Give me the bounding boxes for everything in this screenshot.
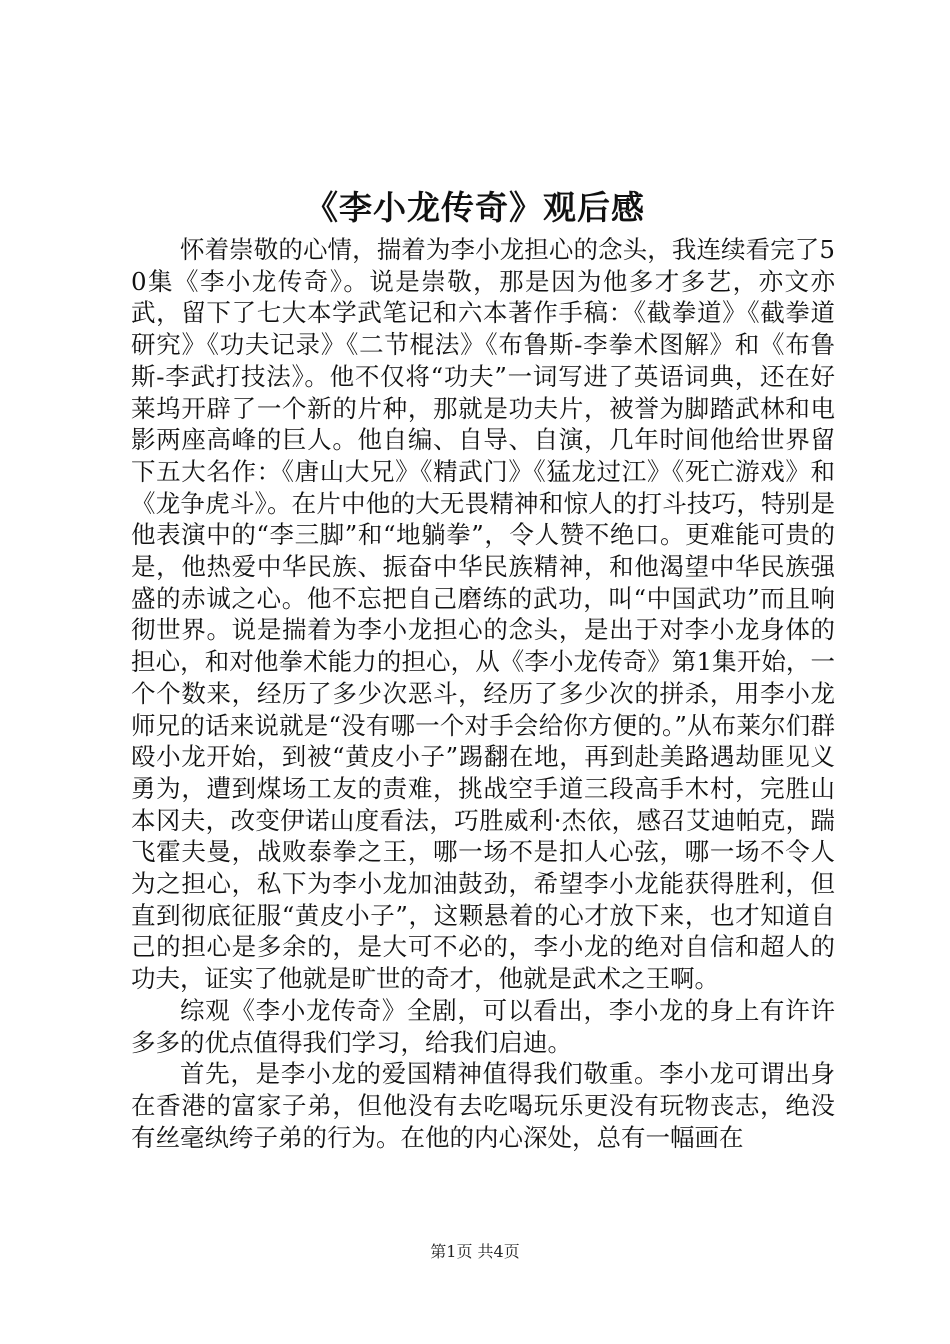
page-footer: 第1页 共4页 [430, 1242, 520, 1261]
document-body [131, 234, 835, 1153]
paragraph: 首先，是李小龙的爱国精神值得我们敬重。李小龙可谓出身在香港的富家子弟，但他没有去吃喝玩乐更没有玩物丧志，绝没有丝毫纨绔子弟的行为。在他的内心深处，总有一幅画在 [131, 1059, 835, 1152]
document-title: 《李小龙传奇》观后感 [305, 188, 645, 227]
paragraph: 怀着崇敬的心情，揣着为李小龙担心的念头，我连续看完了50集《李小龙传奇》。说是崇敬，那是因为他多才多艺，亦文亦武，留下了七大本学武笔记和六本著作手稿：《截拳道》《截拳道研究》《功夫记录》《二节棍法》《布鲁斯-李拳术图解》和《布鲁斯-李武打技法》。他不仅将“功夫”一词写进了英语词典，还在好莱坞开辟了一个新的片种，那就是功夫片，被誉为脚踏武林和电影两座高峰的巨人。他自编、自导、自演，几年时间他给世界留下五大名作：《唐山大兄》《精武门》《猛龙过江》《死亡游戏》和《龙争虎斗》。在片中他的大无畏精神和惊人的打斗技巧，特别是他表演中的“李三脚”和“地躺拳”，令人赞不绝口。更难能可贵的是，他热爱中华民族、振奋中华民族精神，和他渴望中华民族强盛的赤诚之心。他不忘把自己磨练的武功，叫“中国武功”而且响彻世界。说是揣着为李小龙担心的念头，是出于对李小龙身体的担心，和对他拳术能力的担心，从《李小龙传奇》第1集开始，一个个数来，经历了多少次恶斗，经历了多少次的拼杀，用李小龙师兄的话来说就是“没有哪一个对手会给你方便的。”从布莱尔们群殴小龙开始，到被“黄皮小子”踢翻在地，再到赴美路遇劫匪见义勇为，遭到煤场工友的责难，挑战空手道三段高手木村，完胜山本冈夫，改变伊诺山度看法，巧胜威利·杰依，感召艾迪帕克，踹飞霍夫曼，战败泰拳之王，哪一场不是扣人心弦，哪一场不令人为之担心，私下为李小龙加油鼓劲，希望李小龙能获得胜利，但直到彻底征服“黄皮小子”，这颗悬着的心才放下来，也才知道自己的担心是多余的，是大可不必的，李小龙的绝对自信和超人的功夫，证实了他就是旷世的奇才，他就是武术之王啊。 [131, 235, 835, 994]
paragraph: 综观《李小龙传奇》全剧，可以看出，李小龙的身上有许许多多的优点值得我们学习，给我们启迪。 [131, 995, 835, 1057]
